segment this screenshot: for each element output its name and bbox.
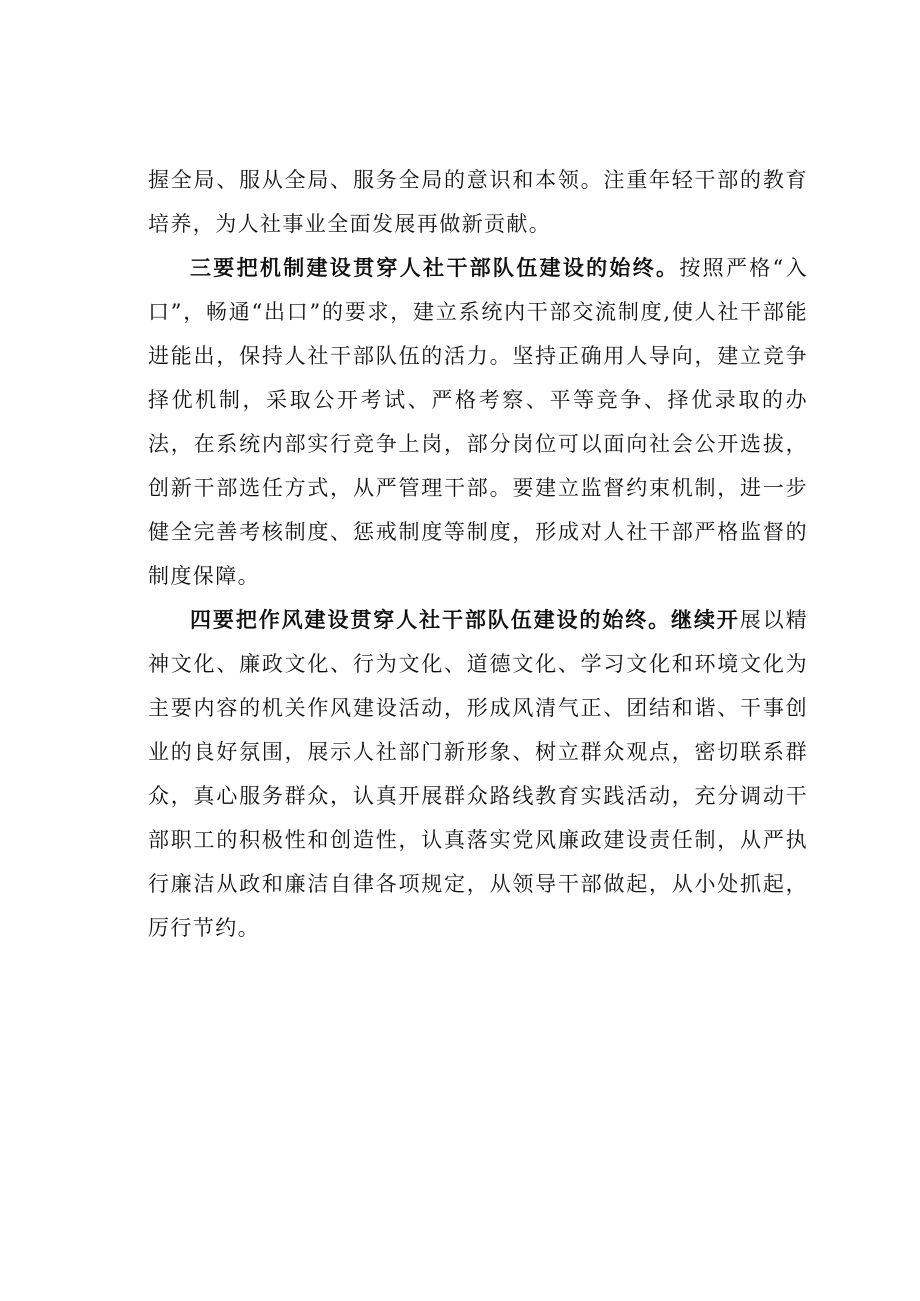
paragraph-mechanism [148, 246, 808, 598]
paragraph-heading: 三要把机制建设贯穿人社干部队伍建设的始终。 [190, 256, 680, 280]
paragraph-continuation [148, 158, 808, 246]
paragraph-heading: 四要把作风建设贯穿人社干部队伍建设的始终。继续开 [190, 608, 740, 632]
paragraph-text: 按照严格“入口”，畅通“出口”的要求，建立系统内干部交流制度,使人社干部能进能出，保持人社干部队伍的活力。坚持正确用人导向，建立竞争择优机制，采取公开考试、严格考察、平等竞争、择优录取的办法，在系统内部实行竞争上岗，部分岗位可以面向社会公开选拔，创新干部选任方式，从严管理干部。要建立监督约束机制，进一步健全完善考核制度、惩戒制度等制度，形成对人社干部严格监督的制度保障。 [148, 256, 808, 588]
document-body [148, 158, 808, 950]
paragraph-work-style [148, 598, 808, 950]
paragraph-text: 展以精神文化、廉政文化、行为文化、道德文化、学习文化和环境文化为主要内容的机关作风建设活动，形成风清气正、团结和谐、干事创业的良好氛围，展示人社部门新形象、树立群众观点，密切联系群众，真心服务群众，认真开展群众路线教育实践活动，充分调动干部职工的积极性和创造性，认真落实党风廉政建设责任制，从严执行廉洁从政和廉洁自律各项规定，从领导干部做起，从小处抓起，厉行节约。 [148, 608, 808, 940]
paragraph-text: 握全局、服从全局、服务全局的意识和本领。注重年轻干部的教育培养，为人社事业全面发展再做新贡献。 [148, 168, 808, 236]
